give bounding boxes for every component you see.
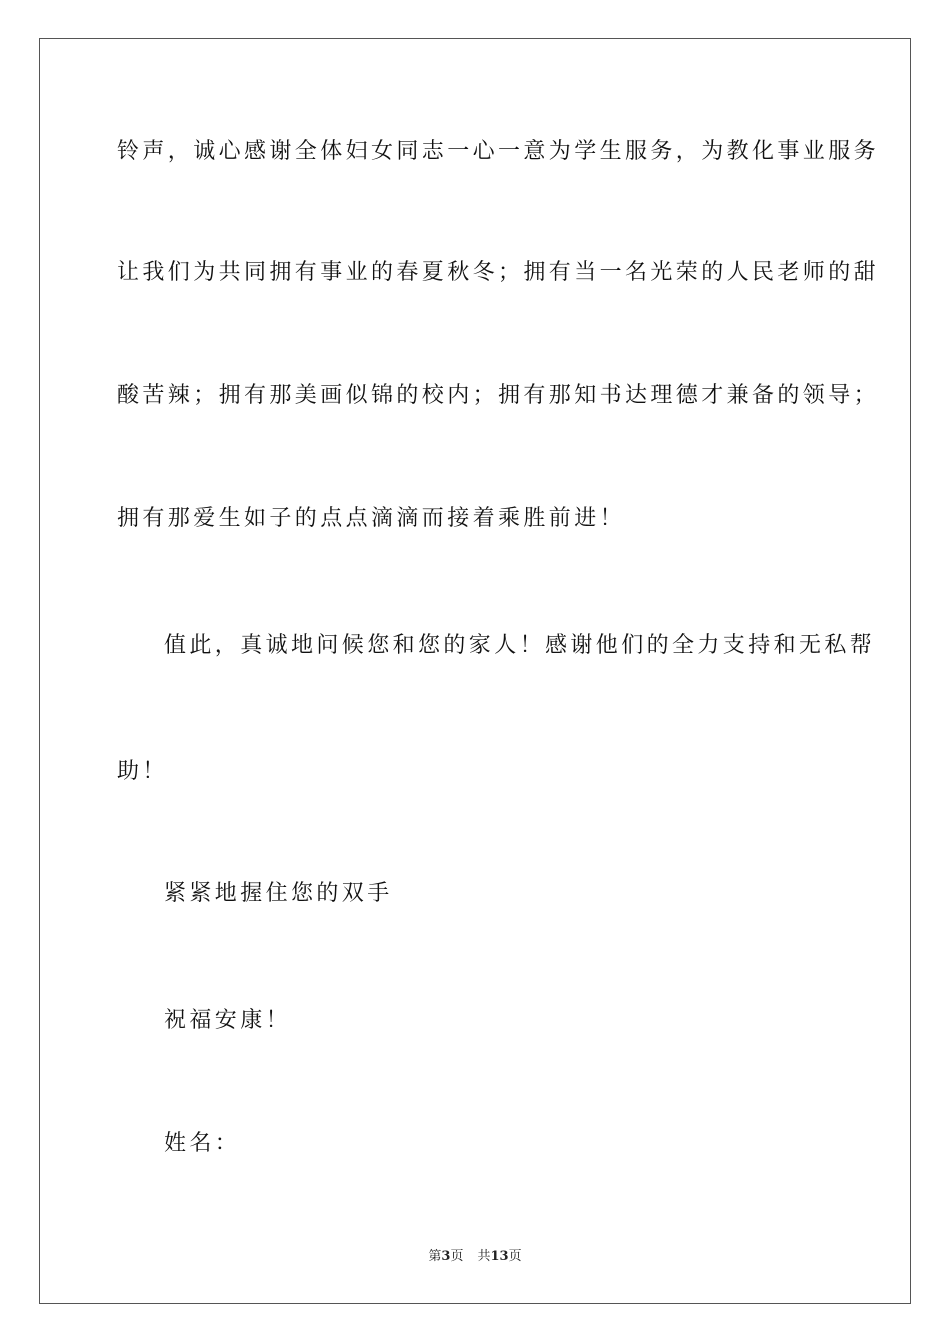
body-line-5: 值此，真诚地问候您和您的家人！感谢他们的全力支持和无私帮 bbox=[164, 633, 876, 658]
footer-total-prefix: 共 bbox=[477, 1249, 491, 1264]
footer-page-prefix: 第 bbox=[428, 1249, 442, 1264]
closing-line-1: 紧紧地握住您的双手 bbox=[164, 881, 393, 906]
page-footer bbox=[0, 1247, 950, 1267]
body-line-2: 让我们为共同拥有事业的春夏秋冬；拥有当一名光荣的人民老师的甜 bbox=[117, 260, 880, 285]
body-line-6: 助！ bbox=[117, 759, 168, 784]
page-frame bbox=[39, 38, 911, 1304]
closing-line-2: 祝福安康！ bbox=[164, 1008, 292, 1033]
footer-page-suffix: 页 bbox=[450, 1249, 464, 1264]
body-line-3: 酸苦辣；拥有那美画似锦的校内；拥有那知书达理德才兼备的领导； bbox=[117, 383, 880, 408]
footer-total-pages: 13 bbox=[490, 1249, 509, 1264]
signature-name-line: 姓名： bbox=[164, 1131, 241, 1156]
footer-page-number: 3 bbox=[441, 1249, 451, 1264]
body-line-4: 拥有那爱生如子的点点滴滴而接着乘胜前进！ bbox=[117, 506, 626, 531]
footer-total-suffix: 页 bbox=[508, 1249, 522, 1264]
body-line-1: 铃声，诚心感谢全体妇女同志一心一意为学生服务，为教化事业服务 bbox=[117, 139, 880, 164]
